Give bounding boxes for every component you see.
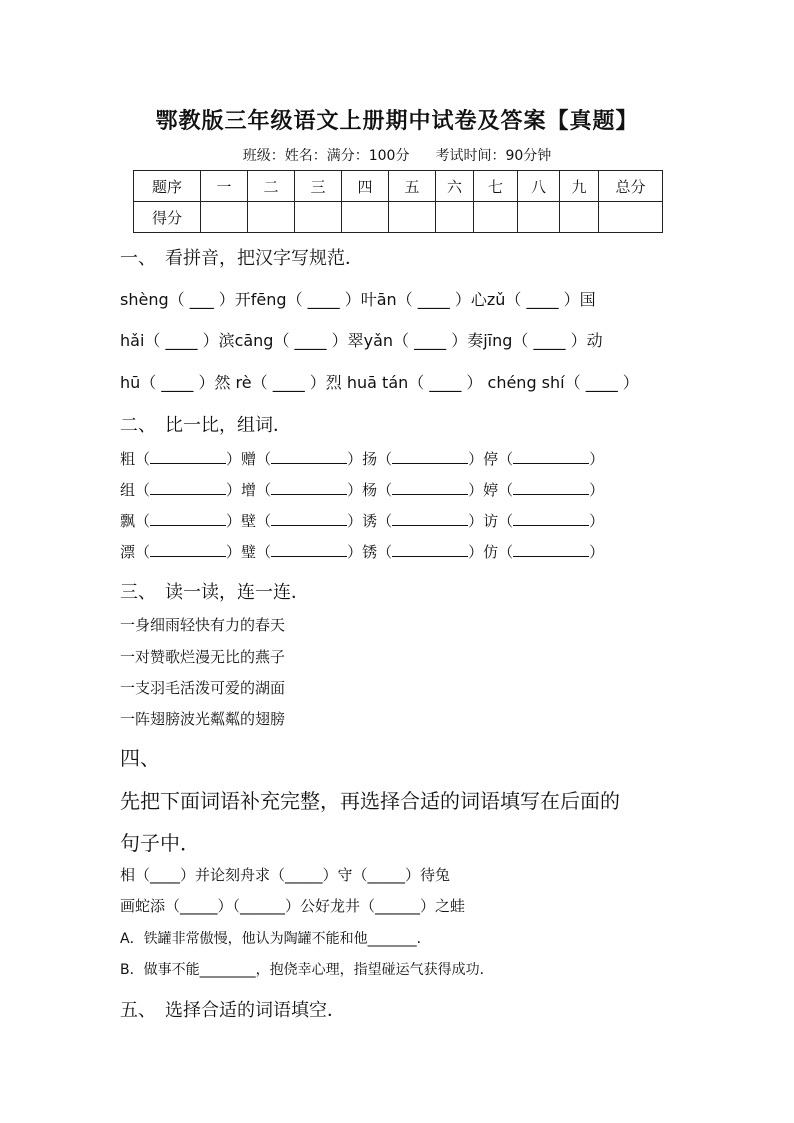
answer-blank[interactable] [271, 480, 347, 495]
score-cell[interactable] [342, 202, 389, 233]
score-cell[interactable] [248, 202, 295, 233]
answer-blank[interactable] [513, 480, 589, 495]
score-table-header-cell: 六 [436, 171, 474, 202]
answer-blank[interactable] [392, 511, 468, 526]
compare-char: 飘 [120, 512, 136, 530]
compare-char: 组 [120, 481, 136, 499]
score-table-header-cell: 九 [560, 171, 599, 202]
score-cell[interactable] [599, 202, 663, 233]
pinyin-line: hū（ ____ ）然 rè（ ____ ）烈 huā tán（ ____ ） chéng shí（ ____ ） [120, 373, 639, 392]
score-table-header-cell: 八 [518, 171, 560, 202]
section4-heading: 四、 [120, 746, 160, 770]
compare-char: 璧 [241, 543, 257, 561]
answer-blank[interactable] [392, 480, 468, 495]
compare-char: 锈 [362, 543, 378, 561]
score-table-header-row [134, 171, 663, 202]
score-cell[interactable] [474, 202, 518, 233]
score-table-header-cell: 一 [201, 171, 248, 202]
answer-blank[interactable] [513, 542, 589, 557]
compare-char: 壁 [241, 512, 257, 530]
idiom-fill-line: 相（____）并论刻舟求（_____）守（_____）待兔 [120, 866, 451, 884]
answer-blank[interactable] [150, 542, 226, 557]
sentence-b: B．做事不能________，抱侥幸心理，指望碰运气获得成功． [120, 962, 494, 978]
compare-char: 漂 [120, 543, 136, 561]
compare-row: 粗（ ）赠（ ）扬（ ）停（ ） [120, 450, 605, 468]
score-table-header-cell: 总分 [599, 171, 663, 202]
score-cell[interactable] [389, 202, 436, 233]
exam-info-right: 考试时间：90分钟 [435, 148, 552, 164]
compare-char: 粗 [120, 450, 136, 468]
compare-char: 增 [241, 481, 257, 499]
sentence-a: A．铁罐非常傲慢，他认为陶罐不能和他_______． [120, 931, 431, 947]
match-line: 一对赞歌烂漫无比的燕子 [120, 648, 286, 666]
pinyin-line: shèng（ ___ ）开fēng（ ____ ）叶ān（ ____ ）心zǔ（ ____ ）国 [120, 290, 596, 309]
score-cell[interactable] [560, 202, 599, 233]
answer-blank[interactable] [271, 449, 347, 464]
section4-instruction: 先把下面词语补充完整，再选择合适的词语填写在后面的 [120, 789, 620, 813]
compare-char: 赠 [241, 450, 257, 468]
section5-heading: 五、 选择合适的词语填空． [120, 1000, 345, 1021]
exam-info [0, 145, 794, 165]
answer-blank[interactable] [150, 511, 226, 526]
score-cell[interactable] [295, 202, 342, 233]
compare-char: 婷 [483, 481, 499, 499]
idiom-fill-line: 画蛇添（_____）（______）公好龙井（______）之蛙 [120, 897, 466, 915]
section4-instruction: 句子中． [120, 831, 200, 855]
section1-heading: 一、 看拼音，把汉字写规范． [120, 248, 363, 269]
section3-heading: 三、 读一读，连一连． [120, 582, 309, 603]
page-title: 鄂教版三年级语文上册期中试卷及答案【真题】 [155, 108, 639, 134]
compare-char: 停 [483, 450, 499, 468]
compare-char: 扬 [362, 450, 378, 468]
score-table-header-cell: 三 [295, 171, 342, 202]
compare-char: 杨 [362, 481, 378, 499]
score-cell[interactable] [201, 202, 248, 233]
answer-blank[interactable] [271, 511, 347, 526]
score-table-header-cell: 五 [389, 171, 436, 202]
score-table-header-cell: 四 [342, 171, 389, 202]
match-line: 一阵翅膀波光粼粼的翅膀 [120, 710, 286, 728]
compare-char: 诱 [362, 512, 378, 530]
score-table-header-cell: 七 [474, 171, 518, 202]
compare-char: 仿 [483, 543, 499, 561]
score-cell[interactable] [518, 202, 560, 233]
answer-blank[interactable] [271, 542, 347, 557]
section2-heading: 二、 比一比，组词． [120, 415, 291, 436]
score-table-header-cell: 题序 [134, 171, 201, 202]
pinyin-line: hǎi（ ____ ）滨cāng（ ____ ）翠yǎn（ ____ ）奏jīng（ ____ ）动 [120, 331, 603, 350]
match-line: 一身细雨轻快有力的春天 [120, 616, 286, 634]
compare-char: 访 [483, 512, 499, 530]
exam-info-left: 班级：姓名：满分：100分 [242, 148, 410, 164]
answer-blank[interactable] [150, 449, 226, 464]
answer-blank[interactable] [392, 542, 468, 557]
answer-blank[interactable] [392, 449, 468, 464]
score-row-label: 得分 [134, 202, 201, 233]
compare-row: 飘（ ）壁（ ）诱（ ）访（ ） [120, 512, 605, 530]
score-table-score-row [134, 202, 663, 233]
compare-row: 漂（ ）璧（ ）锈（ ）仿（ ） [120, 543, 605, 561]
answer-blank[interactable] [150, 480, 226, 495]
match-line: 一支羽毛活泼可爱的湖面 [120, 679, 286, 697]
answer-blank[interactable] [513, 449, 589, 464]
score-table [133, 170, 663, 233]
answer-blank[interactable] [513, 511, 589, 526]
score-table-header-cell: 二 [248, 171, 295, 202]
compare-row: 组（ ）增（ ）杨（ ）婷（ ） [120, 481, 605, 499]
score-cell[interactable] [436, 202, 474, 233]
